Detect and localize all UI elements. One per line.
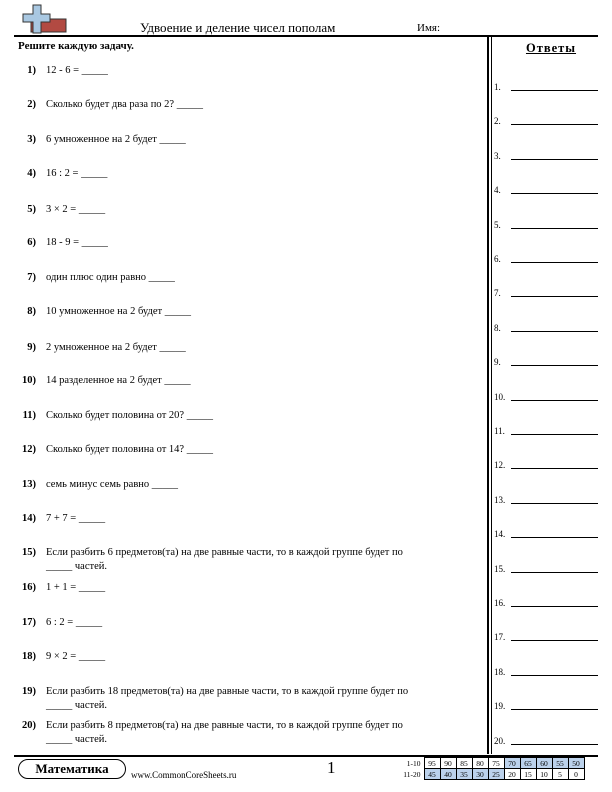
answer-blank[interactable] [511,537,598,538]
problem-line: 16 : 2 = _____ [46,168,108,179]
answer-blank[interactable] [511,296,598,297]
problem-number: 8) [27,306,36,317]
answer-number: 3. [494,150,501,161]
answer-number: 17. [494,632,506,643]
answer-line[interactable] [494,560,598,574]
problem-line: _____ частей. [46,700,107,711]
problem-line: 14 разделенное на 2 будет _____ [46,375,191,386]
answer-blank[interactable] [511,606,598,607]
answer-number: 5. [494,219,501,230]
score-cell: 75 [488,758,504,769]
score-cell: 45 [424,769,440,780]
score-cell: 5 [552,769,568,780]
problem-text [46,167,476,181]
problem-text [46,478,476,492]
problem-text [46,236,476,250]
answer-line[interactable] [494,147,598,161]
answer-blank[interactable] [511,365,598,366]
problem-line: _____ частей. [46,561,107,572]
answer-number: 7. [494,288,501,299]
answer-number: 12. [494,460,506,471]
score-cell: 20 [504,769,520,780]
problem-line: 6 умноженное на 2 будет _____ [46,134,186,145]
answer-number: 16. [494,598,506,608]
problem-number: 16) [22,582,36,593]
problem-text [46,546,476,574]
problem-text [46,581,476,595]
problem-text [46,374,476,388]
problem-number: 13) [22,479,36,490]
answer-number: 2. [494,116,501,127]
problem-line: 12 - 6 = _____ [46,65,108,76]
score-table [396,757,585,780]
answer-line[interactable] [494,216,598,230]
answer-number: 8. [494,322,501,333]
answer-number: 13. [494,494,506,505]
worksheet-title: Удвоение и деление чисел пополам [140,20,336,35]
score-cell: 55 [552,758,568,769]
answer-blank[interactable] [511,709,598,710]
problem-line: Сколько будет половина от 14? _____ [46,444,213,455]
answer-number: 18. [494,666,506,677]
answer-blank[interactable] [511,675,598,676]
answer-blank[interactable] [511,124,598,125]
problem-line: 10 умноженное на 2 будет _____ [46,306,191,317]
score-cell: 65 [520,758,536,769]
answer-number: 6. [494,254,501,264]
problem-number: 17) [22,617,36,628]
problem-text [46,271,476,285]
score-cell: 40 [440,769,456,780]
score-cell: 25 [488,769,504,780]
problem-line: семь минус семь равно _____ [46,479,179,490]
score-cell: 35 [456,769,472,780]
answer-line[interactable] [494,422,598,436]
problem-line: Если разбить 6 предметов(та) на две равные части, то в каждой группе будет по [46,547,403,558]
problem-number: 6) [27,237,36,248]
score-row-label: 1-10 [406,758,421,768]
problem-number: 9) [27,342,36,353]
answer-number: 19. [494,701,506,712]
answer-line[interactable] [494,250,598,264]
score-row-label: 11-20 [403,769,421,779]
problem-number: 1) [27,65,36,76]
answer-blank[interactable] [511,193,598,194]
answer-number: 14. [494,529,506,540]
answer-blank[interactable] [511,503,598,504]
problem-line: 3 × 2 = _____ [46,204,106,215]
answer-blank[interactable] [511,434,598,435]
problem-text [46,719,476,747]
problem-line: Если разбить 18 предметов(та) на две равные части, то в каждой группе будет по [46,686,409,697]
problem-text [46,98,476,112]
problem-line: 6 : 2 = _____ [46,617,103,628]
answer-line[interactable] [494,456,598,470]
answer-blank[interactable] [511,228,598,229]
score-cell: 80 [472,758,488,769]
answer-blank[interactable] [511,400,598,401]
answer-line[interactable] [494,78,598,92]
answer-blank[interactable] [511,468,598,469]
answer-line[interactable] [494,112,598,126]
page-number: 1 [327,758,336,777]
problem-line: 1 + 1 = _____ [46,582,106,593]
answer-line[interactable] [494,697,598,711]
answer-number: 4. [494,185,501,196]
answer-line[interactable] [494,491,598,505]
name-label: Имя: [417,22,441,34]
instruction-text: Решите каждую задачу. [18,40,134,52]
answer-line[interactable] [494,353,598,367]
answer-line[interactable] [494,319,598,333]
problem-text [46,133,476,147]
answer-blank[interactable] [511,159,598,160]
score-cell: 70 [504,758,520,769]
column-divider [487,37,489,754]
answer-number: 9. [494,357,501,368]
answer-blank[interactable] [511,90,598,91]
answer-line[interactable] [494,284,598,298]
answer-number: 15. [494,563,506,574]
brand-badge: Математика [18,759,126,779]
answer-line[interactable] [494,388,598,402]
answer-blank[interactable] [511,640,598,641]
problem-number: 19) [22,686,36,697]
header-rule [14,35,598,37]
score-cell: 15 [520,769,536,780]
score-cell: 85 [456,758,472,769]
problem-number: 11) [22,410,36,421]
problem-text [46,616,476,630]
problem-text [46,650,476,664]
column-divider [491,37,492,754]
problem-line: Сколько будет два раза по 2? _____ [46,99,203,110]
problem-number: 20) [22,720,36,731]
answer-blank[interactable] [511,262,598,263]
problem-number: 15) [22,547,36,558]
problem-line: Если разбить 8 предметов(та) на две равные части, то в каждой группе будет по [46,720,403,731]
problem-number: 14) [22,513,36,524]
problem-number: 7) [27,272,36,283]
problem-number: 18) [22,651,36,662]
answer-line[interactable] [494,663,598,677]
answer-number: 20. [494,735,506,746]
score-cell: 10 [536,769,552,780]
problem-number: 2) [27,99,36,110]
problem-number: 12) [22,444,36,455]
problem-line: 9 × 2 = _____ [46,651,106,662]
score-row [396,758,584,769]
answer-blank[interactable] [511,744,598,745]
answer-blank[interactable] [511,572,598,573]
problem-text [46,64,476,78]
plus-minus-logo-icon [18,4,68,36]
answer-line[interactable] [494,525,598,539]
website-link[interactable]: www.CommonCoreSheets.ru [131,770,237,780]
score-cell: 95 [424,758,440,769]
answer-line[interactable] [494,594,598,608]
problem-text [46,685,476,713]
score-cell: 60 [536,758,552,769]
answer-blank[interactable] [511,331,598,332]
problem-text [46,203,476,217]
score-row [396,769,584,780]
problem-text [46,341,476,355]
problem-text [46,305,476,319]
answer-number: 1. [494,82,501,92]
score-cell: 30 [472,769,488,780]
score-cell: 50 [568,758,584,769]
score-cell: 90 [440,758,456,769]
problem-number: 5) [27,204,36,215]
answers-title: Ответы [525,41,577,55]
answer-number: 10. [494,391,506,402]
score-cell: 0 [568,769,584,780]
problem-number: 4) [27,168,36,179]
problem-line: 7 + 7 = _____ [46,513,106,524]
problem-line: 18 - 9 = _____ [46,237,108,248]
problem-line: 2 умноженное на 2 будет _____ [46,342,186,353]
answer-line[interactable] [494,181,598,195]
problem-text [46,443,476,457]
problem-number: 3) [27,134,36,145]
problem-line: Сколько будет половина от 20? _____ [46,410,213,421]
answer-number: 11. [494,426,505,436]
problem-number: 10) [22,375,36,386]
problem-text [46,512,476,526]
problem-text [46,409,476,423]
problem-line: _____ частей. [46,734,107,745]
problem-line: один плюс один равно _____ [46,272,175,283]
answer-line[interactable] [494,628,598,642]
answer-line[interactable] [494,732,598,746]
